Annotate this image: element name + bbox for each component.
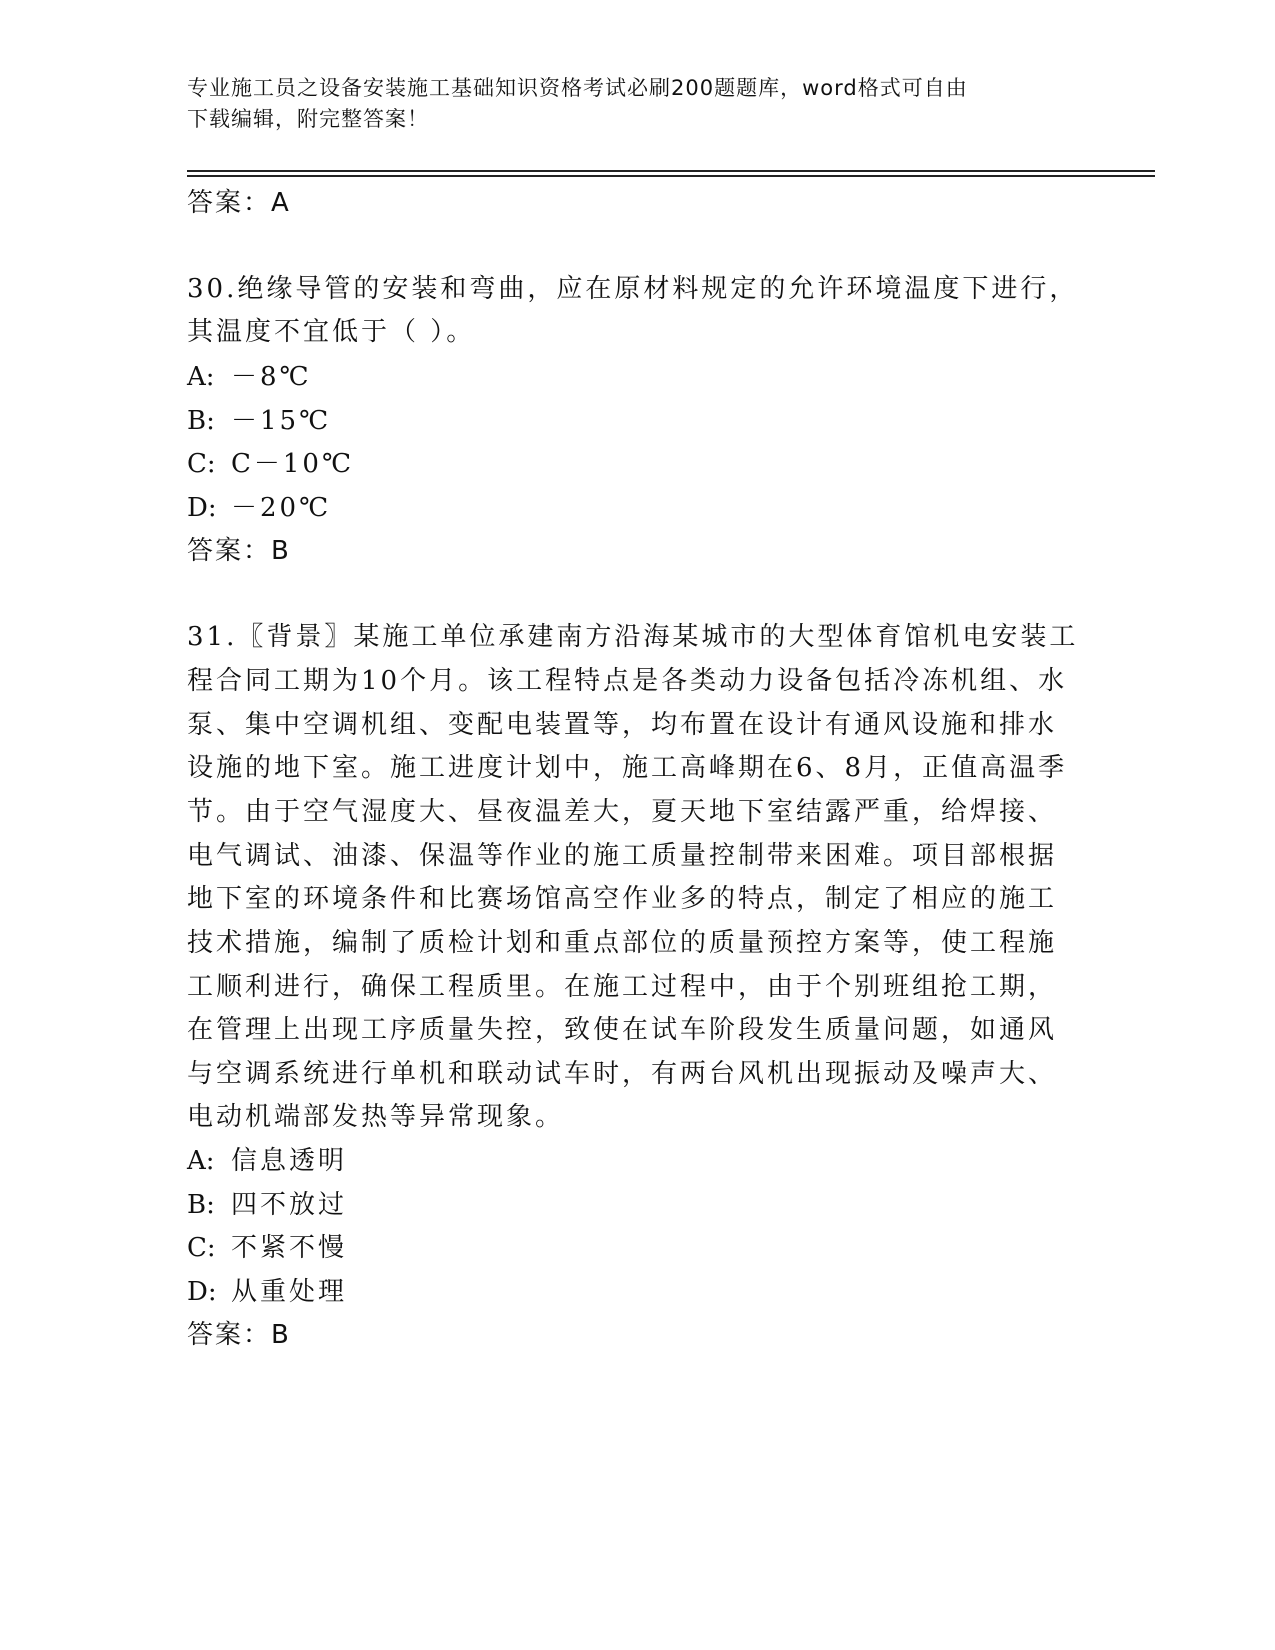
question-31-option-b <box>187 1187 347 1223</box>
question-31-line-1: 31.〖背景〗某施工单位承建南方沿海某城市的大型体育馆机电安装工 <box>187 622 1079 652</box>
option-label: D: <box>187 1277 217 1307</box>
question-31-line-4: 设施的地下室。施工进度计划中，施工高峰期在6、8月，正值高温季 <box>187 753 1068 783</box>
header-rule-bottom <box>187 175 1155 177</box>
previous-answer: 答案：A <box>187 188 291 218</box>
question-31-line-10: 在管理上出现工序质量失控，致使在试车阶段发生质量问题，如通风 <box>187 1015 1058 1045</box>
question-31-line-6: 电气调试、油漆、保温等作业的施工质量控制带来困难。项目部根据 <box>187 841 1058 871</box>
question-31-line-12: 电动机端部发热等异常现象。 <box>187 1102 565 1132</box>
option-label: B: <box>187 1190 215 1220</box>
question-31-line-5: 节。由于空气湿度大、昼夜温差大，夏天地下室结露严重，给焊接、 <box>187 797 1058 827</box>
option-text: 四不放过 <box>231 1190 348 1220</box>
option-text: 不紧不慢 <box>231 1233 348 1263</box>
header-line-2: 下载编辑，附完整答案！ <box>187 107 429 131</box>
question-31-line-3: 泵、集中空调机组、变配电装置等，均布置在设计有通风设施和排水 <box>187 710 1058 740</box>
option-text: C－10℃ <box>231 449 355 479</box>
question-30-option-a <box>187 359 312 395</box>
question-31-option-c <box>187 1230 347 1266</box>
question-31-line-8: 技术措施，编制了质检计划和重点部位的质量预控方案等，使工程施 <box>187 928 1058 958</box>
header-line-1: 专业施工员之设备安装施工基础知识资格考试必刷200题题库，word格式可自由 <box>187 76 968 100</box>
header-rule-top <box>187 170 1155 172</box>
question-31-option-d <box>187 1274 347 1310</box>
option-text: 从重处理 <box>231 1277 348 1307</box>
option-label: D: <box>187 493 217 523</box>
question-30-option-d <box>187 490 331 526</box>
option-label: A: <box>187 1146 215 1176</box>
option-text: －20℃ <box>231 493 332 523</box>
question-31-line-7: 地下室的环境条件和比赛场馆高空作业多的特点，制定了相应的施工 <box>187 884 1058 914</box>
option-label: A: <box>187 362 215 392</box>
option-text: 信息透明 <box>231 1146 348 1176</box>
question-30-option-b <box>187 403 331 439</box>
option-label: C: <box>187 449 216 479</box>
question-31-answer: 答案：B <box>187 1320 291 1350</box>
question-30-line-2: 其温度不宜低于（ ）。 <box>187 317 476 347</box>
question-31-option-a <box>187 1143 347 1179</box>
question-30-line-1: 30.绝缘导管的安装和弯曲，应在原材料规定的允许环境温度下进行， <box>187 274 1079 304</box>
question-31-line-9: 工顺利进行，确保工程质里。在施工过程中，由于个别班组抢工期， <box>187 972 1058 1002</box>
question-31-line-2: 程合同工期为10个月。该工程特点是各类动力设备包括冷冻机组、水 <box>187 666 1068 696</box>
option-text: －15℃ <box>231 406 332 436</box>
option-label: B: <box>187 406 215 436</box>
option-label: C: <box>187 1233 216 1263</box>
question-30-option-c <box>187 446 354 482</box>
option-text: －8℃ <box>231 362 312 392</box>
question-31-line-11: 与空调系统进行单机和联动试车时，有两台风机出现振动及噪声大、 <box>187 1059 1058 1089</box>
question-30-answer: 答案：B <box>187 536 291 566</box>
